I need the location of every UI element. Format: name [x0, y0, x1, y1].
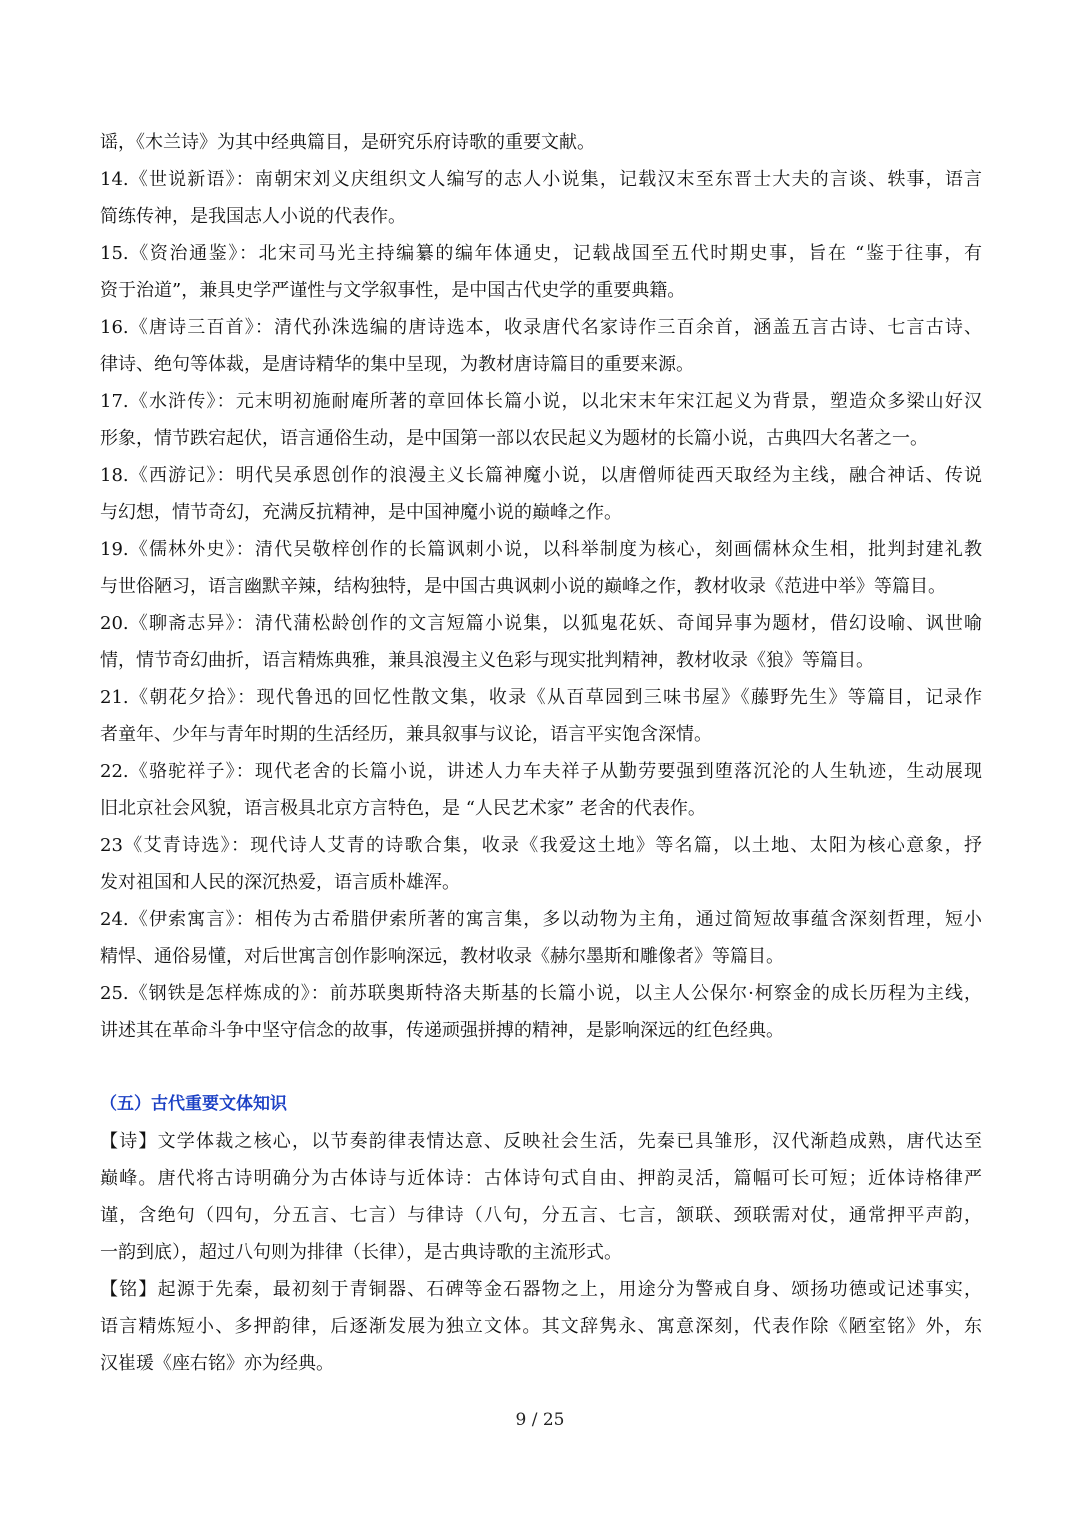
text-line: 18.《西游记》：明代吴承恩创作的浪漫主义长篇神魔小说，以唐僧师徒西天取经为主线，融合神话、传说: [100, 465, 982, 486]
text-line: 15.《资治通鉴》：北宋司马光主持编纂的编年体通史，记载战国至五代时期史事，旨在 “鉴于往事，有: [100, 243, 982, 264]
section-heading: （五）古代重要文体知识: [100, 1094, 287, 1114]
text-line: 资于治道”，兼具史学严谨性与文学叙事性，是中国古代史学的重要典籍。: [100, 280, 686, 301]
text-line: 发对祖国和人民的深沉热爱，语言质朴雄浑。: [100, 872, 460, 893]
paragraph-inscription: [100, 1271, 982, 1382]
text-line: 巅峰。唐代将古诗明确分为古体诗与近体诗：古体诗句式自由、押韵灵活，篇幅可长可短；近体诗格律严: [100, 1168, 982, 1189]
text-line: 谣，《木兰诗》为其中经典篇目，是研究乐府诗歌的重要文献。: [100, 132, 595, 153]
text-line: 23《艾青诗选》：现代诗人艾青的诗歌合集，收录《我爱这土地》等名篇，以土地、太阳为核心意象，抒: [100, 835, 982, 856]
entry-18: [100, 457, 982, 531]
section-body: [100, 1123, 982, 1382]
page-number: 9 / 25: [515, 1410, 565, 1430]
text-line: 讲述其在革命斗争中坚守信念的故事，传递顽强拼搏的精神，是影响深远的红色经典。: [100, 1020, 784, 1041]
book-entries: [100, 124, 982, 1049]
text-line: 形象，情节跌宕起伏，语言通俗生动，是中国第一部以农民起义为题材的长篇小说，古典四大名著之一。: [100, 428, 928, 449]
page-content: [100, 124, 982, 1382]
entry-25: [100, 975, 982, 1049]
entry-21: [100, 679, 982, 753]
text-line: 旧北京社会风貌，语言极具北京方言特色，是 “人民艺术家” 老舍的代表作。: [100, 798, 706, 819]
text-line: 25.《钢铁是怎样炼成的》：前苏联奥斯特洛夫斯基的长篇小说，以主人公保尔·柯察金的成长历程为主线，: [100, 983, 982, 1004]
paragraph-poetry: [100, 1123, 982, 1271]
text-line: 21.《朝花夕拾》：现代鲁迅的回忆性散文集，收录《从百草园到三味书屋》《藤野先生》等篇目，记录作: [100, 687, 982, 708]
text-line: 与世俗陋习，语言幽默辛辣，结构独特，是中国古典讽刺小说的巅峰之作，教材收录《范进中举》等篇目。: [100, 576, 946, 597]
entry-17: [100, 383, 982, 457]
text-line: 汉崔瑗《座右铭》亦为经典。: [100, 1353, 334, 1374]
entry-23: [100, 827, 982, 901]
text-line: 【诗】文学体裁之核心，以节奏韵律表情达意、反映社会生活，先秦已具雏形，汉代渐趋成熟，唐代达至: [100, 1131, 982, 1152]
entry-16: [100, 309, 982, 383]
text-line: 精悍、通俗易懂，对后世寓言创作影响深远，教材收录《赫尔墨斯和雕像者》等篇目。: [100, 946, 784, 967]
text-line: 22.《骆驼祥子》：现代老舍的长篇小说，讲述人力车夫祥子从勤劳要强到堕落沉沦的人生轨迹，生动展现: [100, 761, 982, 782]
text-line: 语言精炼短小、多押韵律，后逐渐发展为独立文体。其文辞隽永、寓意深刻，代表作除《陋室铭》外，东: [100, 1316, 982, 1337]
entry-continuation: [100, 124, 982, 161]
text-line: 谨，含绝句（四句，分五言、七言）与律诗（八句，分五言、七言，颔联、颈联需对仗，通常押平声韵，: [100, 1205, 982, 1226]
text-line: 24.《伊索寓言》：相传为古希腊伊索所著的寓言集，多以动物为主角，通过简短故事蕴含深刻哲理，短小: [100, 909, 982, 930]
entry-22: [100, 753, 982, 827]
entry-19: [100, 531, 982, 605]
text-line: 情，情节奇幻曲折，语言精炼典雅，兼具浪漫主义色彩与现实批判精神，教材收录《狼》等篇目。: [100, 650, 874, 671]
text-line: 14.《世说新语》：南朝宋刘义庆组织文人编写的志人小说集，记载汉末至东晋士大夫的言谈、轶事，语言: [100, 169, 982, 190]
text-line: 16.《唐诗三百首》：清代孙洙选编的唐诗选本，收录唐代名家诗作三百余首，涵盖五言古诗、七言古诗、: [100, 317, 982, 338]
text-line: 19.《儒林外史》：清代吴敬梓创作的长篇讽刺小说，以科举制度为核心，刻画儒林众生相，批判封建礼教: [100, 539, 982, 560]
text-line: 17.《水浒传》：元末明初施耐庵所著的章回体长篇小说，以北宋末年宋江起义为背景，塑造众多梁山好汉: [100, 391, 982, 412]
text-line: 20.《聊斋志异》：清代蒲松龄创作的文言短篇小说集，以狐鬼花妖、奇闻异事为题材，借幻设喻、讽世喻: [100, 613, 982, 634]
text-line: 【铭】起源于先秦，最初刻于青铜器、石碑等金石器物之上，用途分为警戒自身、颂扬功德或记述事实，: [100, 1279, 982, 1300]
text-line: 者童年、少年与青年时期的生活经历，兼具叙事与议论，语言平实饱含深情。: [100, 724, 712, 745]
entry-15: [100, 235, 982, 309]
entry-20: [100, 605, 982, 679]
entry-24: [100, 901, 982, 975]
entry-14: [100, 161, 982, 235]
text-line: 简练传神，是我国志人小说的代表作。: [100, 206, 406, 227]
text-line: 一韵到底），超过八句则为排律（长律），是古典诗歌的主流形式。: [100, 1242, 622, 1263]
spacer: [100, 1049, 982, 1086]
text-line: 与幻想，情节奇幻，充满反抗精神，是中国神魔小说的巅峰之作。: [100, 502, 622, 523]
text-line: 律诗、绝句等体裁，是唐诗精华的集中呈现，为教材唐诗篇目的重要来源。: [100, 354, 694, 375]
